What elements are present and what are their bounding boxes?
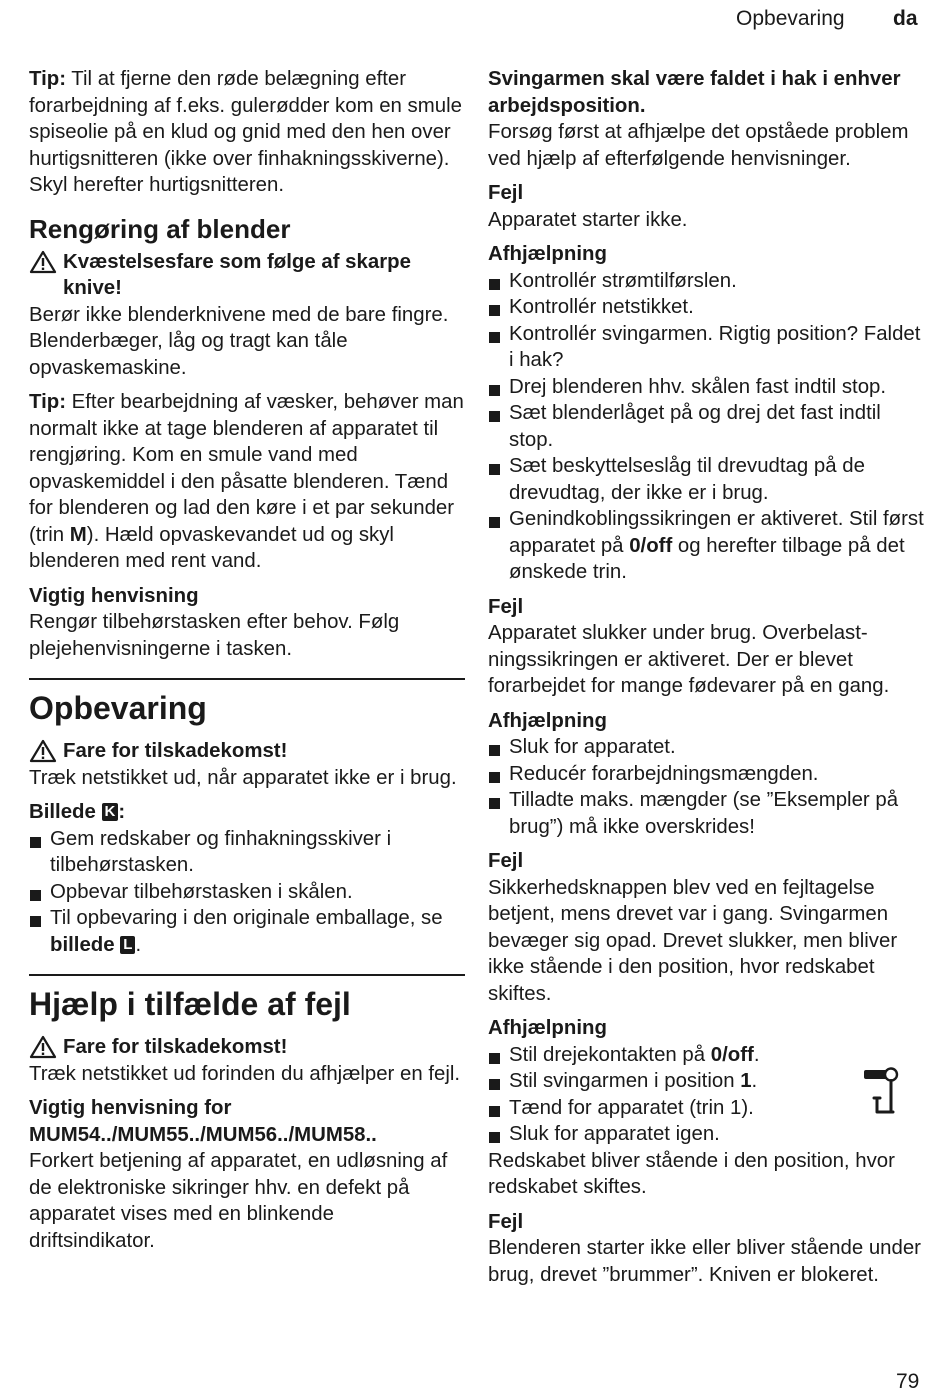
list-item: Kontrollér netstikket. xyxy=(488,294,924,321)
tip-text-a: Efter bearbejdning af væsker, behøver man normalt ikke at tage blenderen af apparatet til rengjøring. Kom en smule vand med opvaskemiddel i den påsatte blenderen. Tænd for blenderen og lad den køre i et par sekunder (trin xyxy=(29,391,464,546)
picture-word: billede xyxy=(50,933,115,956)
picture-badge-l: L xyxy=(120,936,135,954)
help-warning-title: Fare for tilskadekomst! xyxy=(63,1036,288,1058)
intro-text: Forsøg først at afhjælpe det opståede problem ved hjælp af efterfølgende henvisninger. xyxy=(488,121,909,170)
list-item: Sluk for apparatet. xyxy=(488,734,924,761)
left-column xyxy=(29,66,465,1254)
list-item xyxy=(488,1068,924,1095)
storage-heading: Opbevaring xyxy=(29,690,207,726)
list-item: Sæt beskyttelseslåg til drevudtag på de drevudtag, der ikke er i brug. xyxy=(488,453,924,506)
list-item-end: . xyxy=(753,1043,760,1066)
list-item: Kontrollér svingarmen. Rigtig position? Faldet i hak? xyxy=(488,321,924,374)
off-setting: 0/off xyxy=(710,1043,754,1066)
storage-warning-text: Træk netstikket ud, når apparatet ikke er i brug. xyxy=(29,766,457,789)
list-item-text: Genindkoblingssikringen er aktiveret. Stil først apparatet på xyxy=(509,508,924,557)
list-item: Reducér forarbejdningsmængden. xyxy=(488,761,924,788)
tip-paragraph-blender xyxy=(29,389,465,575)
list-item: Opbevar tilbehørstasken i skålen. xyxy=(29,879,465,906)
help-warning xyxy=(29,1034,465,1061)
fault-label: Fejl xyxy=(488,182,524,204)
remedy-label: Afhjælpning xyxy=(488,1017,607,1039)
fault-label: Fejl xyxy=(488,850,524,872)
list-item-text: og herefter tilbage på det ønskede trin. xyxy=(509,534,905,583)
list-item xyxy=(488,1042,924,1069)
blender-warning-title: Kvæstelsesfare som følge af skarpe knive! xyxy=(63,250,411,299)
section-divider xyxy=(29,678,465,682)
important-note-text: Rengør tilbehørstasken efter behov. Følg plejehenvisningerne i tasken. xyxy=(29,611,400,660)
list-item-end: . xyxy=(135,933,142,956)
list-item: Tilladte maks. mængder (se ”Eksempler på brug”) må ikke overskrides! xyxy=(488,787,924,840)
list-item: Kontrollér strømtilførslen. xyxy=(488,268,924,295)
swing-arm-position-icon xyxy=(860,1066,900,1118)
fault-label: Fejl xyxy=(488,595,524,618)
header-section-title: Opbevaring xyxy=(736,7,845,30)
warning-triangle-icon xyxy=(29,739,57,763)
fault-description: Apparatet slukker under brug. Overbelastningssikringen er aktiveret. Der er blevet forarbejdet for mange fødevarer på en gang. xyxy=(488,622,890,697)
blender-warning xyxy=(29,249,465,302)
speed-setting-m: M xyxy=(69,523,87,546)
fault-description: Sikkerhedsknappen blev ved en fejltagelse betjent, mens drevet var i gang. Svingarmen bevæger sig opad. Drevet slukker, men bliver ikke stående i den position, hvor redskabet skiftes. xyxy=(488,876,898,1005)
model-note-text: Forkert betjening af apparatet, en udløsning af de elektroniske sikringer hhv. en defekt på apparatet vises med en blinkende driftsindikator. xyxy=(29,1150,448,1252)
remedy-label: Afhjælpning xyxy=(488,709,607,732)
remedy-list xyxy=(488,1042,924,1148)
remedy-label: Afhjælpning xyxy=(488,243,607,265)
list-item: Sluk for apparatet igen. xyxy=(488,1121,924,1148)
storage-warning-title: Fare for tilskadekomst! xyxy=(63,740,288,762)
blender-warning-text: Berør ikke blenderknivene med de bare fingre. Blenderbæger, låg og tragt kan tåle opvaskemaskine. xyxy=(29,303,449,379)
section-divider xyxy=(29,974,465,978)
page-number: 79 xyxy=(896,1370,920,1390)
position-number: 1 xyxy=(740,1070,752,1092)
picture-label: Billede xyxy=(29,801,96,823)
header-language-code: da xyxy=(893,7,918,30)
tip-label: Tip: xyxy=(29,391,66,413)
fault-description: Blenderen starter ikke eller bliver stående under brug, drevet ”brummer”. Kniven er blokeret. xyxy=(488,1237,921,1286)
list-item-text: Til opbevaring i den originale emballage, se xyxy=(50,907,443,929)
tip-text: Til at fjerne den røde belægning efter forarbejdning af f.eks. gulerødder kom en smule spiseolie på en klud og gnid med den hen over hurtigsnitteren (ikke over finhakningsskiverne). Skyl herefter hurtigsnitteren. xyxy=(29,68,462,196)
list-item-end: . xyxy=(751,1070,758,1092)
list-item xyxy=(488,506,924,586)
list-item-text: Stil svingarmen i position xyxy=(509,1070,741,1092)
off-setting: 0/off xyxy=(629,534,673,557)
tip-label: Tip: xyxy=(29,68,66,90)
remedy-list xyxy=(488,734,924,840)
remedy-block-with-icon xyxy=(488,1042,924,1148)
picture-reference-label xyxy=(29,799,465,826)
list-item-text: Stil drejekontakten på xyxy=(509,1043,711,1066)
right-column xyxy=(488,66,924,1288)
remedy-list xyxy=(488,268,924,586)
swing-arm-note: Svingarmen skal være faldet i hak i enhver arbejdsposition. xyxy=(488,68,901,117)
list-item: Sæt blenderlåget på og drej det fast indtil stop. xyxy=(488,400,924,453)
storage-list xyxy=(29,826,465,959)
troubleshooting-heading: Hjælp i tilfælde af fejl xyxy=(29,986,351,1022)
fault-label: Fejl xyxy=(488,1210,524,1233)
important-note-label: Vigtig henvisning xyxy=(29,584,199,607)
tip-text-b: ). Hæld opvaskevandet ud og skyl blenderen med rent vand. xyxy=(29,523,394,572)
list-item xyxy=(29,905,465,958)
blender-cleaning-heading: Rengøring af blender xyxy=(29,213,291,244)
help-warning-text: Træk netstikket ud forinden du afhjælper en fejl. xyxy=(29,1062,461,1085)
remedy-result-text: Redskabet bliver stående i den position, hvor redskabet skiftes. xyxy=(488,1149,895,1198)
list-item: Drej blenderen hhv. skålen fast indtil stop. xyxy=(488,374,924,401)
storage-warning xyxy=(29,738,465,765)
warning-triangle-icon xyxy=(29,250,57,274)
warning-triangle-icon xyxy=(29,1035,57,1059)
tip-paragraph-carrot xyxy=(29,66,465,199)
picture-badge-k: K xyxy=(102,803,119,821)
picture-colon: : xyxy=(118,801,126,823)
fault-description: Apparatet starter ikke. xyxy=(488,208,688,231)
model-note-label: Vigtig henvisning for MUM54../MUM55../MUM56../MUM58.. xyxy=(29,1097,377,1146)
list-item: Tænd for apparatet (trin 1). xyxy=(488,1095,924,1122)
list-item: Gem redskaber og finhakningsskiver i tilbehørstasken. xyxy=(29,826,465,879)
